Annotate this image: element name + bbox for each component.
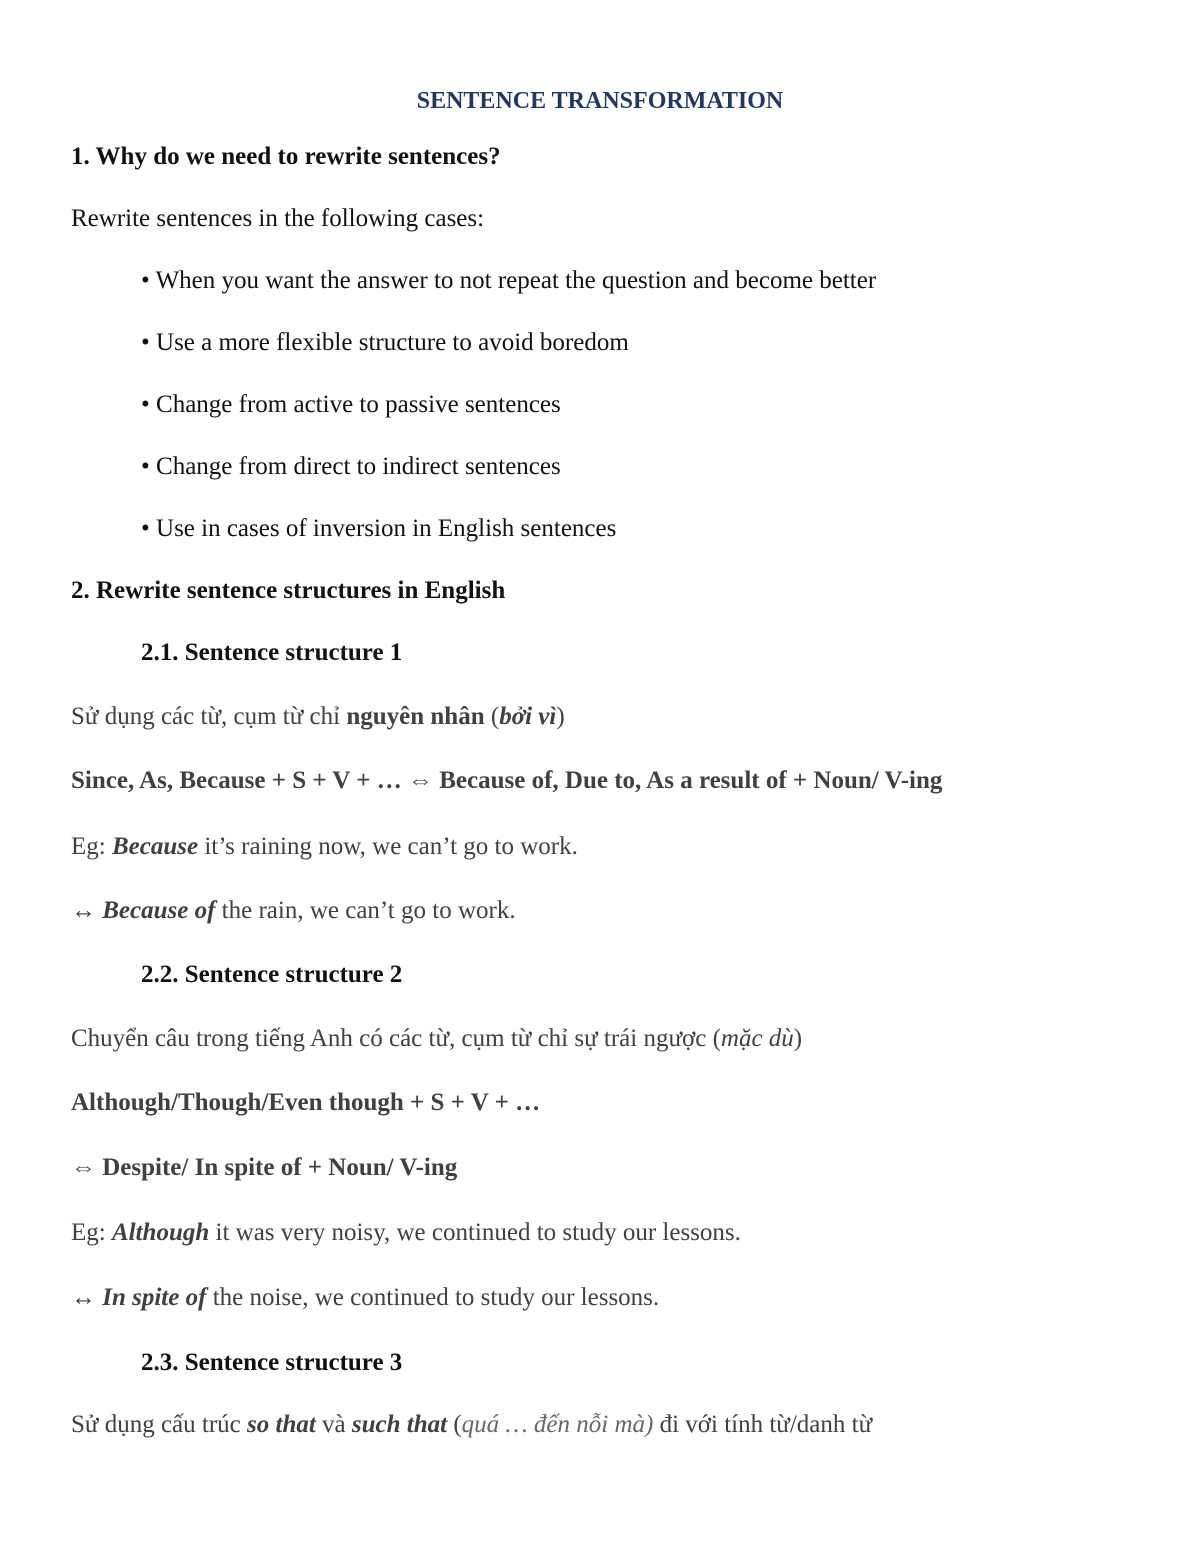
example-keyword: In spite of	[102, 1284, 207, 1311]
bullet-item	[141, 452, 561, 482]
section-1-intro: Rewrite sentences in the following cases:	[71, 205, 485, 232]
desc-text: Sử dụng cấu trúc	[71, 1411, 248, 1438]
structure-2-formula-1: Although/Though/Even though + S + V + …	[71, 1089, 541, 1116]
bullet-item	[141, 390, 561, 420]
bullet-item	[141, 514, 616, 544]
bullet-item	[141, 328, 629, 358]
bullet-symbol: •	[141, 453, 150, 480]
desc-text: (	[447, 1411, 462, 1438]
desc-italic: mặc dù	[720, 1025, 794, 1052]
structure-1-example	[71, 832, 578, 862]
section-1-heading: 1. Why do we need to rewrite sentences?	[71, 143, 501, 170]
example-prefix: ↔	[71, 897, 103, 924]
desc-text: (	[484, 703, 500, 730]
bullet-text: Change from direct to indirect sentences	[156, 453, 561, 480]
example-text: the noise, we continued to study our lessons.	[206, 1284, 660, 1311]
structure-1-description	[71, 702, 565, 732]
desc-text: đi với tính từ/danh từ	[653, 1411, 873, 1438]
structure-1-formula: Since, As, Because + S + V + … ⇔ Because of, Due to, As a result of + Noun/ V-ing	[71, 767, 943, 794]
desc-bold-italic: bởi vì	[499, 703, 557, 730]
bullet-symbol: •	[141, 329, 150, 356]
structure-3-heading: 2.3. Sentence structure 3	[141, 1349, 403, 1376]
structure-1-heading: 2.1. Sentence structure 1	[141, 639, 403, 666]
structure-2-example	[71, 1218, 741, 1248]
desc-bold-italic: such that	[351, 1411, 448, 1438]
desc-bold: nguyên nhân	[346, 703, 485, 730]
bullet-text: Use a more flexible structure to avoid boredom	[156, 329, 629, 356]
desc-text: )	[793, 1025, 803, 1052]
structure-3-description	[71, 1410, 872, 1440]
bullet-text: Change from active to passive sentences	[156, 391, 561, 418]
structure-2-formula-2: ⇔ Despite/ In spite of + Noun/ V-ing	[71, 1154, 458, 1181]
bullet-item	[141, 266, 876, 296]
bullet-symbol: •	[141, 391, 150, 418]
example-prefix: Eg:	[71, 1219, 112, 1246]
bullet-text: Use in cases of inversion in English sentences	[156, 515, 617, 542]
bullet-text: When you want the answer to not repeat the question and become better	[155, 267, 877, 294]
desc-text: )	[556, 703, 565, 730]
bullet-symbol: •	[141, 267, 150, 294]
structure-2-heading: 2.2. Sentence structure 2	[141, 961, 403, 988]
desc-text: Sử dụng các từ, cụm từ chỉ	[71, 703, 347, 730]
section-2-heading: 2. Rewrite sentence structures in English	[71, 577, 506, 604]
bullet-symbol: •	[141, 515, 150, 542]
structure-2-rewrite	[71, 1283, 659, 1313]
document-title: SENTENCE TRANSFORMATION	[416, 88, 784, 114]
example-keyword: Because	[111, 833, 199, 860]
example-text: it’s raining now, we can’t go to work.	[198, 833, 578, 860]
example-text: it was very noisy, we continued to study our lessons.	[209, 1219, 741, 1246]
example-keyword: Although	[111, 1219, 210, 1246]
desc-bold-italic: so that	[247, 1411, 316, 1438]
example-prefix: Eg:	[71, 833, 112, 860]
desc-text: Chuyển câu trong tiếng Anh có các từ, cụm từ chỉ sự trái ngược (	[71, 1025, 721, 1052]
desc-italic: quá … đến nỗi mà)	[461, 1411, 654, 1438]
example-prefix: ↔	[71, 1284, 103, 1311]
example-text: the rain, we can’t go to work.	[215, 897, 516, 924]
example-keyword: Because of	[102, 897, 216, 924]
desc-text: và	[315, 1411, 352, 1438]
structure-2-description	[71, 1024, 802, 1054]
structure-1-rewrite	[71, 896, 516, 926]
